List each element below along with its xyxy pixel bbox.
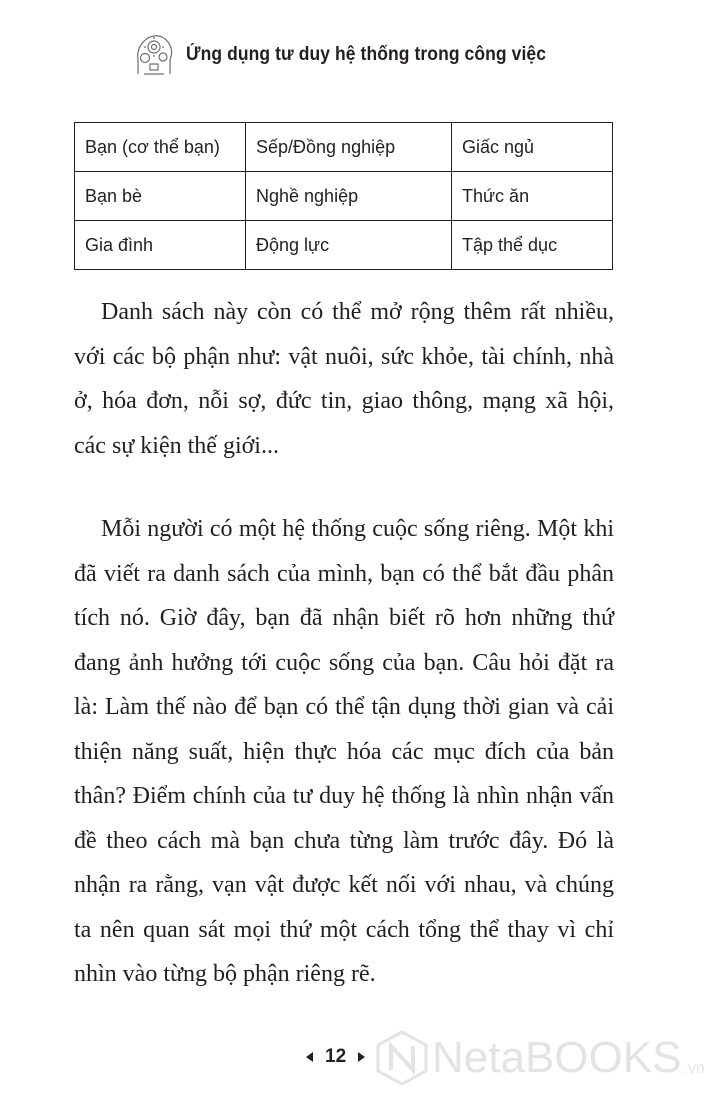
table-cell: Gia đình — [75, 221, 246, 270]
body-paragraph: Mỗi người có một hệ thống cuộc sống riêng. Một khi đã viết ra danh sách của mình, bạn có thể bắt đầu phân tích nó. Giờ đây, bạn đã nhận biết rõ hơn những thứ đang ảnh hưởng tới cuộc sống của bạn. Câu hỏi đặt ra là: Làm thế nào để bạn có thể tận dụng thời gian và cải thiện năng suất, hiện thực hóa các mục đích của bản thân? Điểm chính của tư duy hệ thống là nhìn nhận vấn đề theo cách mà bạn chưa từng làm trước đây. Đó là nhận ra rằng, vạn vật được kết nối với nhau, và chúng ta nên quan sát mọi thứ một cách tổng thể thay vì chỉ nhìn vào từng bộ phận riêng rẽ. — [74, 516, 614, 987]
netabooks-logo-icon — [376, 1030, 428, 1086]
table-row — [75, 221, 613, 270]
triangle-left-icon — [306, 1052, 313, 1062]
life-components-table — [74, 122, 613, 270]
header-title: Ứng dụng tư duy hệ thống trong công việc — [186, 44, 547, 65]
watermark — [376, 1030, 705, 1086]
table-cell: Tập thể dục — [452, 221, 613, 270]
running-header — [132, 30, 577, 80]
table-cell: Bạn (cơ thể bạn) — [75, 123, 246, 172]
watermark-text: NetaBOOKS — [432, 1033, 682, 1082]
table-cell: Thức ăn — [452, 172, 613, 221]
page-footer — [306, 1046, 365, 1068]
table-cell: Động lực — [246, 221, 452, 270]
body-paragraph: Danh sách này còn có thể mở rộng thêm rất nhiều, với các bộ phận như: vật nuôi, sức khỏe, tài chính, nhà ở, hóa đơn, nỗi sợ, đức tin, giao thông, mạng xã hội, các sự kiện thế giới... — [74, 299, 614, 459]
table-cell: Sếp/Đồng nghiệp — [246, 123, 452, 172]
table-row — [75, 123, 613, 172]
table-cell: Giấc ngủ — [452, 123, 613, 172]
triangle-right-icon — [358, 1052, 365, 1062]
table-row — [75, 172, 613, 221]
watermark-suffix: .vn — [683, 1060, 705, 1077]
page-number: 12 — [325, 1046, 347, 1067]
gears-mind-icon — [132, 30, 176, 80]
table-cell: Bạn bè — [75, 172, 246, 221]
table-cell: Nghề nghiệp — [246, 172, 452, 221]
